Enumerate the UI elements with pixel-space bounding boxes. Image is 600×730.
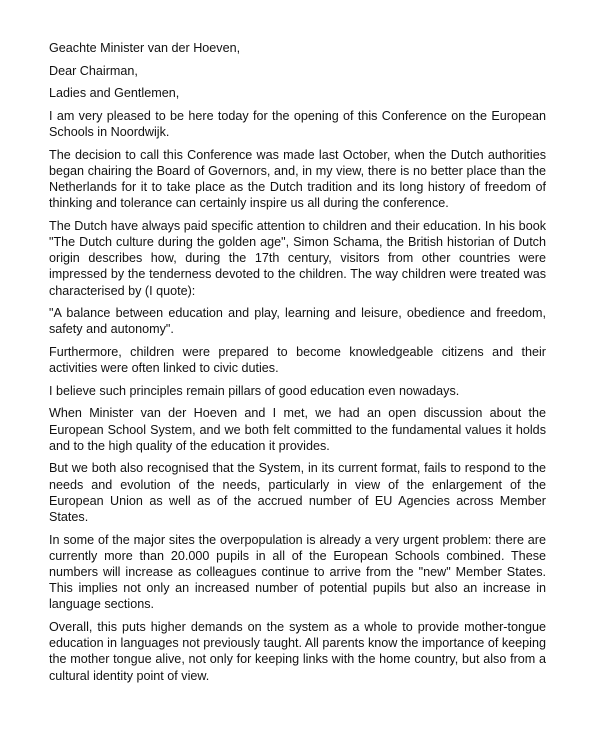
salutation-chairman: Dear Chairman, [49, 63, 138, 78]
paragraph-overpopulation: In some of the major sites the overpopulation is already a very urgent problem: there are currently more than 20.000 pupils in all of the European Schools combined. These numbers will increase as colleagues continue to arrive from the "new" Member States. This implies not only an increased number of potential pupils but also an increase in language sections. [49, 532, 546, 612]
paragraph-citizens: Furthermore, children were prepared to become knowledgeable citizens and their activities were often linked to civic duties. [49, 344, 546, 376]
document-page [49, 40, 546, 690]
paragraph-decision: The decision to call this Conference was made last October, when the Dutch authorities began chairing the Board of Governors, and, in my view, there is no better place than the Netherlands for it to take place as the Dutch tradition and its long history of freedom of thinking and tolerance can certainly inspire us all during the conference. [49, 147, 546, 211]
paragraph-quote: "A balance between education and play, learning and leisure, obedience and freedom, safety and autonomy". [49, 306, 546, 337]
salutation-minister: Geachte Minister van der Hoeven, [49, 41, 241, 55]
paragraph-principles: I believe such principles remain pillars of good education even nowadays. [49, 383, 460, 398]
paragraph-dutch-education: The Dutch have always paid specific attention to children and their education. In his book "The Dutch culture during the golden age", Simon Schama, the British historian of Dutch origin describes how, during the 17th century, visitors from other countries were impressed by the tenderness devoted to the children. The way children were treated was characterised by (I quote): [49, 218, 546, 298]
paragraph-mother-tongue: Overall, this puts higher demands on the system as a whole to provide mother-tongue education in languages not previously taught. All parents know the importance of keeping the mother tongue alive, not only for keeping links with the home country, but also from a cultural identity point of view. [49, 619, 546, 683]
salutation-audience: Ladies and Gentlemen, [49, 86, 180, 101]
paragraph-meeting: When Minister van der Hoeven and I met, we had an open discussion about the European School System, and we both felt committed to the fundamental values it holds and to the high quality of the education it provides. [49, 406, 546, 453]
paragraph-opening: I am very pleased to be here today for the opening of this Conference on the European Schools in Noordwijk. [49, 108, 546, 139]
paragraph-system-needs: But we both also recognised that the System, in its current format, fails to respond to the needs and evolution of the needs, particularly in view of the enlargement of the European Union as well as of the accrued number of EU Agencies across Member States. [49, 461, 546, 524]
